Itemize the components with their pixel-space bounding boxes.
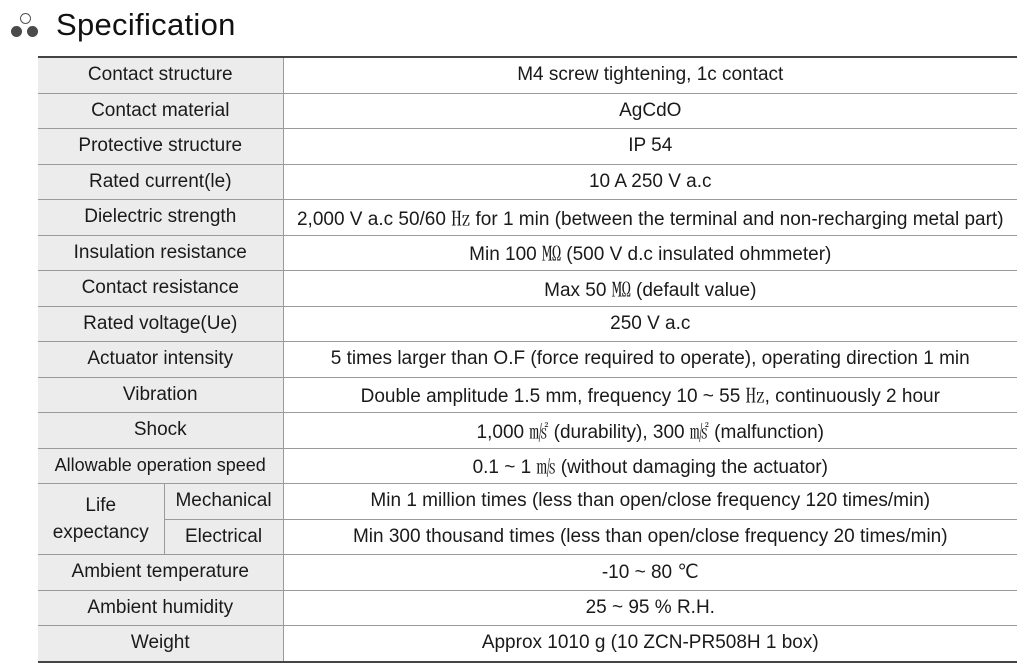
life-label-line2: expectancy [52,522,149,543]
mechanical-label: Mechanical [164,484,283,520]
row-label: Rated current(le) [38,164,283,200]
row-label: Actuator intensity [38,342,283,378]
row-label: Contact resistance [38,271,283,307]
table-row [38,590,1017,626]
row-value: 1,000 ㎨ (durability), 300 ㎨ (malfunction) [283,413,1017,449]
row-value: 25 ~ 95 % R.H. [283,590,1017,626]
bullet-dots-icon [8,10,44,40]
row-value: M4 screw tightening, 1c contact [283,57,1017,93]
mechanical-value: Min 1 million times (less than open/close frequency 120 times/min) [283,484,1017,520]
row-label: Ambient temperature [38,555,283,591]
row-value: 10 A 250 V a.c [283,164,1017,200]
section-header [8,6,236,44]
table-row [38,626,1017,662]
page-title: Specification [56,7,236,42]
row-label: Insulation resistance [38,235,283,271]
row-value: Double amplitude 1.5 mm, frequency 10 ~ 55 ㎐, continuously 2 hour [283,377,1017,413]
row-value: AgCdO [283,93,1017,129]
row-label: Contact structure [38,57,283,93]
specification-table [38,56,1017,663]
row-label: Allowable operation speed [38,448,283,484]
row-value: 0.1 ~ 1 ㎧ (without damaging the actuator) [283,448,1017,484]
row-value: 250 V a.c [283,306,1017,342]
table-row [38,306,1017,342]
row-label: Protective structure [38,129,283,165]
table-row [38,200,1017,236]
row-label: Weight [38,626,283,662]
table-row [38,377,1017,413]
table-row [38,57,1017,93]
electrical-value: Min 300 thousand times (less than open/close frequency 20 times/min) [283,519,1017,555]
electrical-label: Electrical [164,519,283,555]
row-label: Rated voltage(Ue) [38,306,283,342]
row-value: Max 50 ㏁ (default value) [283,271,1017,307]
table-row [38,519,1017,555]
table-row [38,129,1017,165]
table-row [38,164,1017,200]
row-label: Dielectric strength [38,200,283,236]
life-label-line1: Life [85,495,117,516]
row-value: 2,000 V a.c 50/60 ㎐ for 1 min (between the terminal and non-recharging metal part) [283,200,1017,236]
row-value: Approx 1010 g (10 ZCN-PR508H 1 box) [283,626,1017,662]
row-label: Contact material [38,93,283,129]
table-row [38,235,1017,271]
table-row [38,93,1017,129]
row-label: Ambient humidity [38,590,283,626]
table-row [38,342,1017,378]
table-row [38,413,1017,449]
table-row [38,448,1017,484]
table-row [38,271,1017,307]
life-expectancy-label [38,484,164,555]
table-row [38,484,1017,520]
row-value: Min 100 ㏁ (500 V d.c insulated ohmmeter) [283,235,1017,271]
row-label: Vibration [38,377,283,413]
row-label: Shock [38,413,283,449]
row-value: -10 ~ 80 ℃ [283,555,1017,591]
row-value: 5 times larger than O.F (force required to operate), operating direction 1 min [283,342,1017,378]
table-row [38,555,1017,591]
row-value: IP 54 [283,129,1017,165]
